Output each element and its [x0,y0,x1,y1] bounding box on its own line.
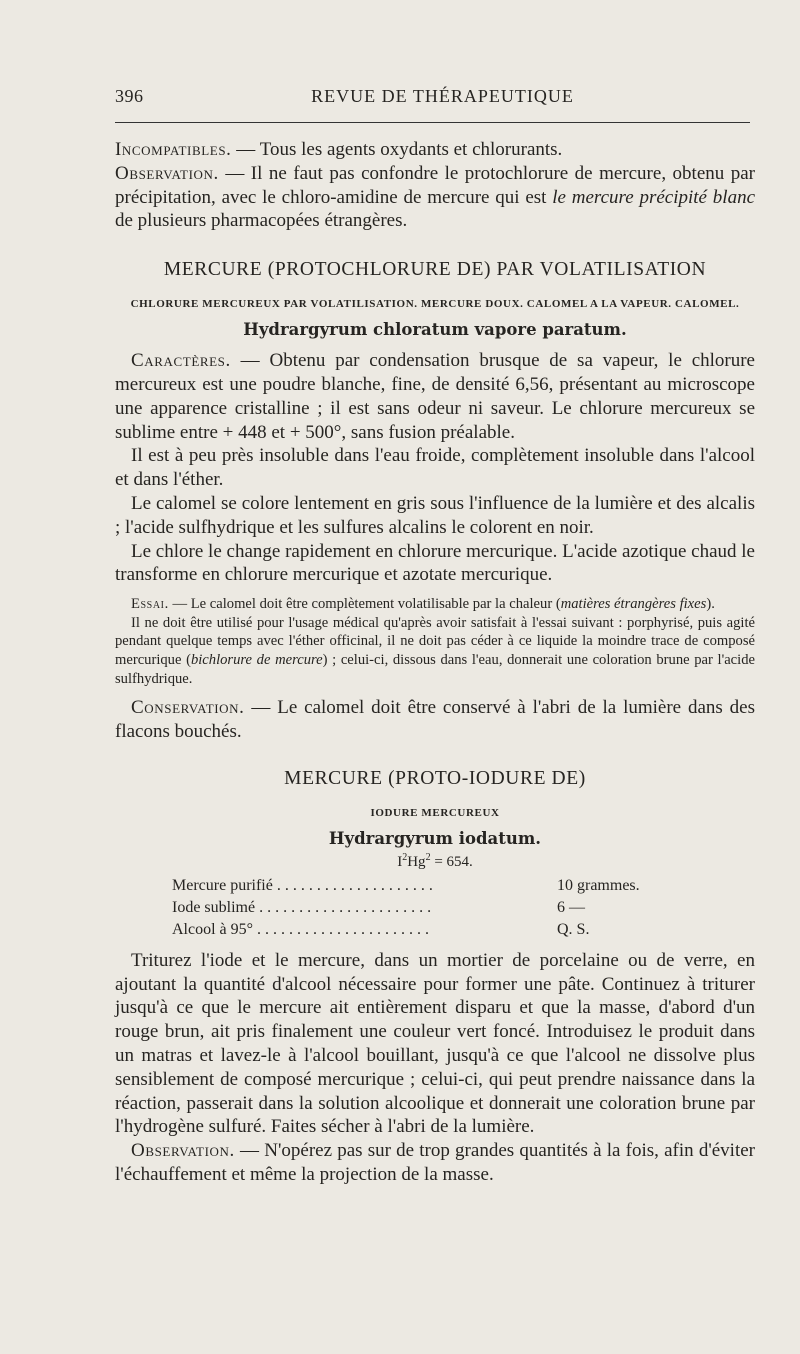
essai-italic: matières étrangères fixes [560,596,707,613]
recipe-row [172,875,755,897]
essai-detail-end: ) ; celui-ci, dissous dans l'eau, donnerait une coloration brune par l'acide sulfhydrique. [115,651,755,687]
observation-italic: le mercure précipité blanc [552,186,755,208]
essai-detail-paragraph [115,614,755,688]
observation-iodure-paragraph [115,1139,755,1187]
observation-paragraph [115,162,755,233]
conservation-paragraph [115,696,755,744]
observation-iodure-label: Observation. [131,1140,235,1162]
page-content [115,138,755,1187]
essai-end: ). [706,596,715,613]
incompatibles-paragraph [115,138,755,162]
recipe-ingredient: Alcool à 95° . . . . . . . . . . . . . . . . . . . . . . [172,920,430,938]
essai-label: Essai. [131,596,169,613]
caracteres-label: Caractères. [131,350,231,372]
observation-text-2: de plusieurs pharmacopées étrangères. [115,210,408,232]
caracteres-text: — Obtenu par condensation brusque de sa vapeur, le chlorure mercureux est une poudre blanche, fine, de densité 6,56, présentant au microscope une apparence cristalline ; il est sans odeur ni saveur. Le chlorure mercureux se sublime entre + 448 et + 500°, sans fusion préalable. [115,350,755,443]
essai-text: — Le calomel doit être complètement volatilisable par la chaleur ( [168,596,561,613]
section-synonym-iodure: IODURE MERCUREUX [370,806,500,819]
recipe-quantity: 6 — [557,898,585,916]
section-title-calomel: MERCURE (PROTOCHLORURE DE) PAR VOLATILISATION [163,259,707,281]
trituration-paragraph: Triturez l'iode et le mercure, dans un mortier de porcelaine ou de verre, en ajoutant la quantité d'alcool nécessaire pour former une pâte. Continuez à triturer jusqu'à ce que le mercure ait entièrement disparu et que la masse, d'abord d'un rouge brun, ait pris finalement une couleur vert foncé. Introduisez le produit dans un matras et lavez-le à l'alcool bouillant, jusqu'à ce que l'alcool ne dissolve plus sensiblement de composé mercurique ; celui-ci, qui peut prendre naissance dans la réaction, passerait dans la solution alcoolique et donnerait une coloration brune par l'hydrogène sulfuré. Faites sécher à l'abri de la lumière. [115,949,755,1138]
recipe-row [172,897,755,919]
essai-paragraph [115,595,755,614]
running-title: REVUE DE THÉRAPEUTIQUE [311,86,574,106]
chlore-paragraph: Le chlore le change rapidement en chlorure mercurique. L'acide azotique chaud le transforme en chlorure mercurique et azotate mercurique. [115,540,755,586]
recipe-ingredient: Mercure purifié . . . . . . . . . . . . . . . . . . . . [172,876,433,894]
incompatibles-text: — Tous les agents oxydants et chlorurants. [231,139,563,160]
latin-name-calomel: Hydrargyrum chloratum vapore paratum. [243,320,627,340]
observation-iodure-text: — N'opérez pas sur de trop grandes quantités à la fois, afin d'éviter l'échauffement et même la projection de la masse. [115,1140,755,1185]
essai-detail-text: Il ne doit être utilisé pour l'usage médical qu'après avoir satisfait à l'essai suivant : porphyrisé, puis agité pendant quelque temps avec l'éther officinal, il ne doit pas céder à ce liquide la moindre trace de composé mercurique ( [115,614,755,668]
observation-label: Observation. [115,162,219,184]
coloration-paragraph: Le calomel se colore lentement en gris sous l'influence de la lumière et des alcalis ; l'acide sulfhydrique et les sulfures alcalins le colorent en noir. [115,492,755,538]
recipe-quantity: 10 grammes. [557,876,640,894]
section-synonyms-calomel: CHLORURE MERCUREUX PAR VOLATILISATION. MERCURE DOUX. CALOMEL A LA VAPEUR. CALOMEL. [130,298,740,311]
recipe-ingredient: Iode sublimé . . . . . . . . . . . . . . . . . . . . . . [172,898,432,916]
running-header [115,82,750,123]
observation-text-1: — Il ne faut pas confondre le protochlorure de mercure, obtenu par précipitation, avec le chloro-amidine de mercure qui est [115,162,755,208]
solubility-paragraph: Il est à peu près insoluble dans l'eau froide, complètement insoluble dans l'alcool et dans l'éther. [115,445,755,491]
recipe-list [172,875,755,941]
latin-name-iodure: Hydrargyrum iodatum. [328,828,542,848]
recipe-row [172,919,755,941]
essai-detail-italic: bichlorure de mercure [190,651,323,668]
page-number: 396 [115,86,144,106]
recipe-quantity: Q. S. [557,920,590,938]
chemical-formula: $I^2Hg^2 = 654$. [397,851,473,870]
conservation-text: — Le calomel doit être conservé à l'abri de la lumière dans des flacons bouchés. [115,697,755,742]
conservation-label: Conservation. [131,697,245,719]
caracteres-paragraph [115,349,755,444]
incompatibles-label: Incompatibles. [115,139,232,160]
section-title-iodure: MERCURE (PROTO-IODURE DE) [284,767,586,789]
